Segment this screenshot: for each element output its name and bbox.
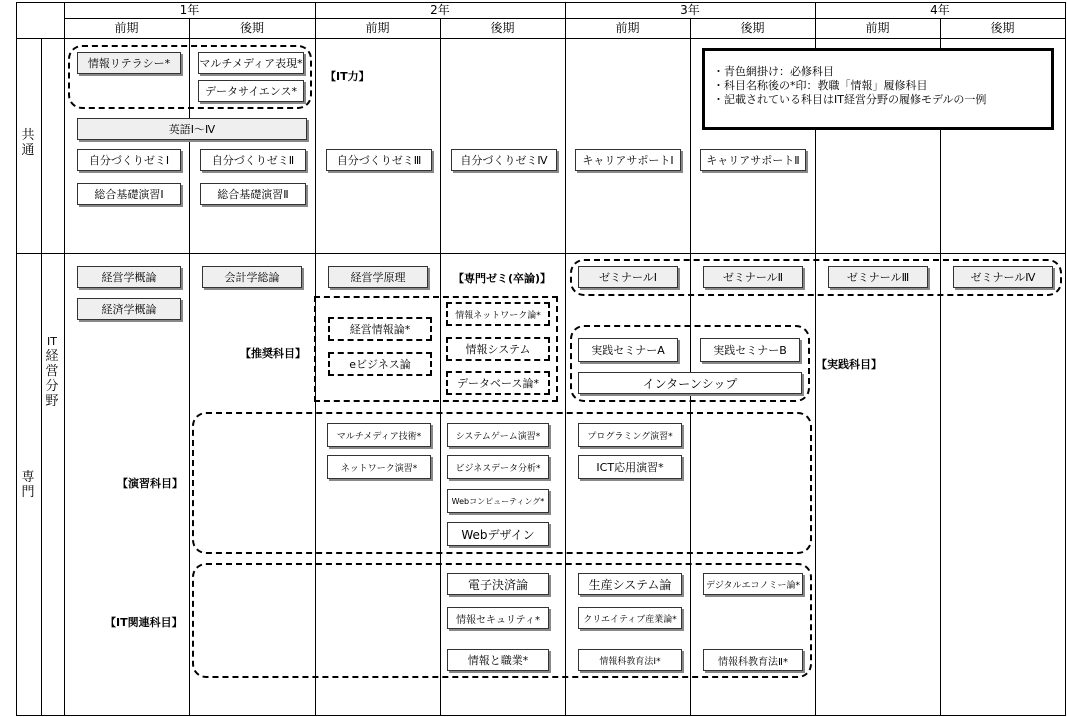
course-ebusiness[interactable]: eビジネス論 bbox=[328, 352, 432, 376]
practical-label: 【実践科目】 bbox=[816, 358, 882, 371]
grid-line bbox=[16, 38, 1066, 39]
term-header: 前期 bbox=[615, 21, 640, 35]
term-header: 前期 bbox=[865, 21, 890, 35]
term-header: 後期 bbox=[239, 21, 264, 35]
course-multimedia-tech[interactable]: マルチメディア技術* bbox=[327, 423, 431, 447]
legend-line: ・青色網掛け：必修科目 bbox=[713, 65, 834, 78]
section-common-label: 共 通 bbox=[21, 128, 35, 158]
course-data-science[interactable]: データサイエンス* bbox=[198, 80, 304, 102]
course-kyoikuho-1[interactable]: 情報科教育法Ⅰ* bbox=[578, 649, 682, 671]
term-header: 前期 bbox=[114, 21, 139, 35]
it-related-label: 【IT関連科目】 bbox=[105, 616, 183, 629]
course-jibun-3[interactable]: 自分づくりゼミⅢ bbox=[326, 149, 432, 171]
course-seminar-1[interactable]: ゼミナールⅠ bbox=[578, 266, 678, 288]
course-programming[interactable]: プログラミング演習* bbox=[578, 423, 682, 447]
course-jibun-1[interactable]: 自分づくりゼミⅠ bbox=[77, 149, 181, 171]
course-production-system[interactable]: 生産システム論 bbox=[578, 573, 682, 595]
course-security[interactable]: 情報セキュリティ* bbox=[447, 607, 549, 629]
legend-line: ・記載されている科目はIT経営分野の履修モデルの一例 bbox=[713, 93, 987, 106]
course-career-1[interactable]: キャリアサポートⅠ bbox=[575, 149, 681, 171]
seminar-thesis-label: 【専門ゼミ(卒論)】 bbox=[453, 272, 552, 285]
course-keiei-genri[interactable]: 経営学原理 bbox=[328, 266, 428, 288]
exercise-label: 【演習科目】 bbox=[117, 477, 183, 490]
legend-box bbox=[702, 48, 1054, 130]
course-seminar-4[interactable]: ゼミナールⅣ bbox=[953, 266, 1053, 288]
course-jibun-2[interactable]: 自分づくりゼミⅡ bbox=[200, 149, 306, 171]
grid-line bbox=[64, 2, 65, 716]
year-header: 3年 bbox=[680, 3, 700, 17]
course-network-exercise[interactable]: ネットワーク演習* bbox=[327, 455, 431, 479]
section-specialty-label: 専 門 bbox=[21, 470, 35, 500]
course-jissen-b[interactable]: 実践セミナーB bbox=[700, 338, 800, 362]
course-keiei-joho[interactable]: 経営情報論* bbox=[328, 317, 432, 341]
grid-line bbox=[16, 253, 1066, 254]
course-bizdata[interactable]: ビジネスデータ分析* bbox=[447, 455, 549, 479]
year-header: 2年 bbox=[430, 3, 450, 17]
grid-line bbox=[16, 715, 1066, 716]
section-field-label: IT 経 営 分 野 bbox=[45, 335, 59, 409]
course-system-exercise[interactable]: システムゲーム演習* bbox=[447, 423, 549, 447]
course-joho-career[interactable]: 情報と職業* bbox=[447, 649, 549, 671]
term-header: 後期 bbox=[740, 21, 765, 35]
course-jibun-4[interactable]: 自分づくりゼミⅣ bbox=[451, 149, 557, 171]
course-digital-economy[interactable]: デジタルエコノミー論* bbox=[703, 573, 803, 595]
course-webcomputing[interactable]: Webコンピューティング* bbox=[447, 489, 549, 513]
course-seminar-3[interactable]: ゼミナールⅢ bbox=[828, 266, 928, 288]
course-sougou-2[interactable]: 総合基礎演習Ⅱ bbox=[200, 183, 306, 205]
legend-line: ・科目名称後の*印：教職「情報」履修科目 bbox=[713, 79, 928, 92]
course-sougou-1[interactable]: 総合基礎演習Ⅰ bbox=[77, 183, 181, 205]
course-seminar-2[interactable]: ゼミナールⅡ bbox=[703, 266, 803, 288]
course-multimedia-expression[interactable]: マルチメディア表現* bbox=[198, 52, 304, 74]
course-ict[interactable]: ICT応用演習* bbox=[578, 455, 682, 479]
course-info-literacy[interactable]: 情報リテラシー* bbox=[77, 52, 181, 74]
year-header: 1年 bbox=[179, 3, 200, 17]
grid-line bbox=[1065, 2, 1066, 716]
course-database[interactable]: データベース論* bbox=[446, 371, 550, 395]
grid-line bbox=[16, 2, 17, 716]
course-career-2[interactable]: キャリアサポートⅡ bbox=[700, 149, 806, 171]
course-jissen-a[interactable]: 実践セミナーA bbox=[578, 338, 678, 362]
course-network-ron[interactable]: 情報ネットワーク論* bbox=[446, 302, 550, 326]
course-kyoikuho-2[interactable]: 情報科教育法Ⅱ* bbox=[703, 649, 803, 671]
course-ecommerce[interactable]: 電子決済論 bbox=[447, 573, 549, 595]
term-header: 後期 bbox=[490, 21, 515, 35]
course-joho-system[interactable]: 情報システム bbox=[446, 337, 550, 361]
course-keizai-gairon[interactable]: 経済学概論 bbox=[77, 298, 181, 320]
course-keiei-gairon[interactable]: 経営学概論 bbox=[77, 266, 181, 288]
course-kaikei[interactable]: 会計学総論 bbox=[202, 266, 302, 288]
it-power-label: 【IT力】 bbox=[325, 70, 370, 83]
term-header: 前期 bbox=[365, 21, 390, 35]
course-webdesign[interactable]: Webデザイン bbox=[447, 522, 549, 546]
term-header: 後期 bbox=[990, 21, 1015, 35]
course-english[interactable]: 英語Ⅰ～Ⅳ bbox=[77, 118, 307, 140]
year-header: 4年 bbox=[930, 3, 950, 17]
recommended-label: 【推奨科目】 bbox=[240, 347, 306, 360]
course-creative[interactable]: クリエイティブ産業論* bbox=[578, 607, 682, 629]
course-internship[interactable]: インターンシップ bbox=[578, 372, 802, 394]
grid-line bbox=[41, 38, 42, 716]
